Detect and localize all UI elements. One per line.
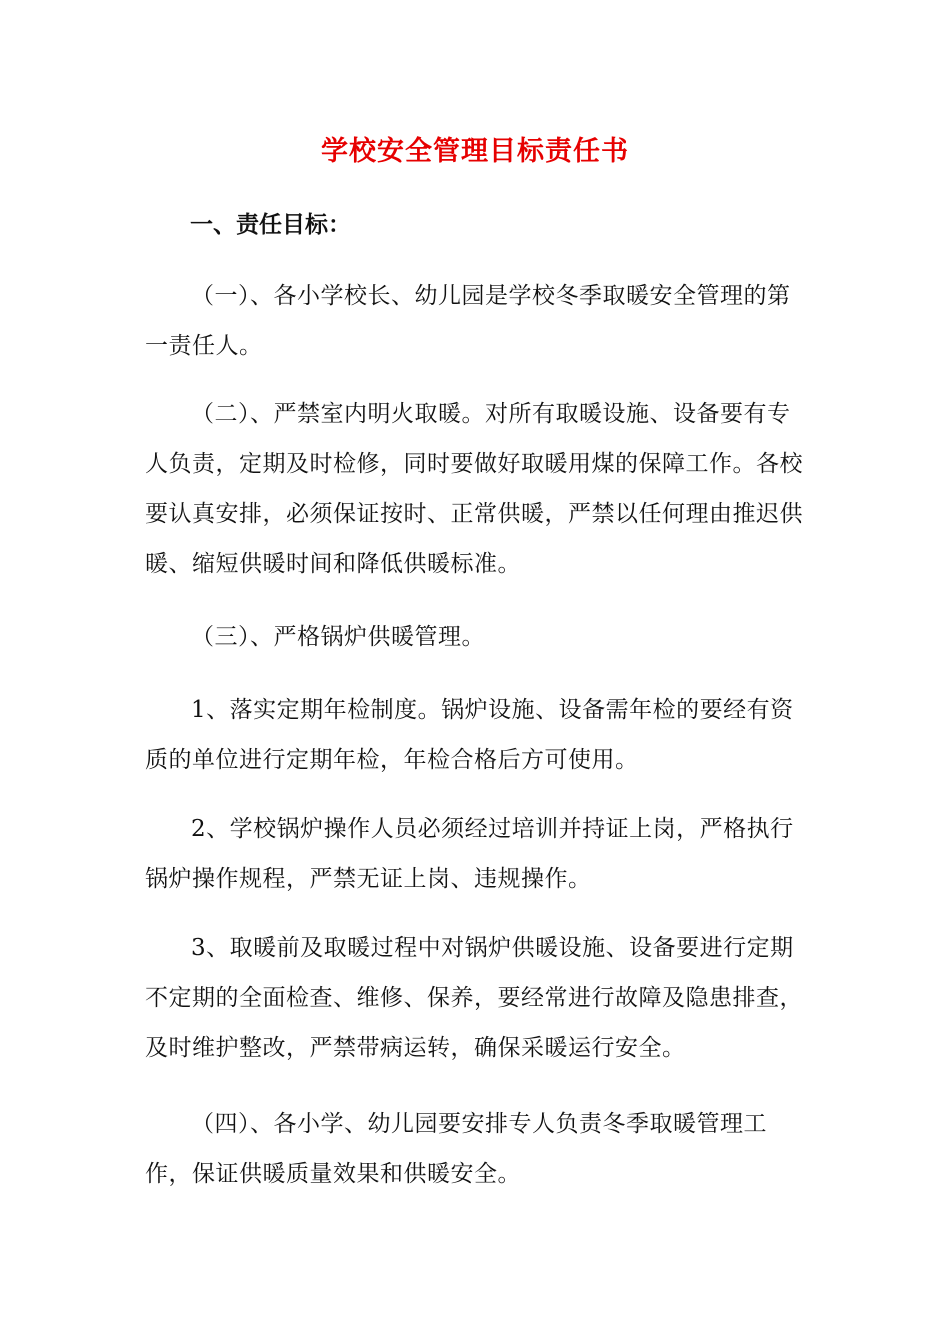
section-heading: 一、责任目标： <box>190 211 351 238</box>
paragraph-1: （一）、各小学校长、幼儿园是学校冬季取暖安全管理的第一责任人。 <box>145 283 791 359</box>
paragraph-5: 2、学校锅炉操作人员必须经过培训并持证上岗，严格执行锅炉操作规程，严禁无证上岗、违规操作。 <box>145 816 794 892</box>
paragraph-4: 1、落实定期年检制度。锅炉设施、设备需年检的要经有资质的单位进行定期年检，年检合格后方可使用。 <box>145 697 794 773</box>
paragraph-7: （四）、各小学、幼儿园要安排专人负责冬季取暖管理工作，保证供暖质量效果和供暖安全。 <box>145 1111 767 1187</box>
paragraph-6: 3、取暖前及取暖过程中对锅炉供暖设施、设备要进行定期不定期的全面检查、维修、保养，要经常进行故障及隐患排查，及时维护整改，严禁带病运转，确保采暖运行安全。 <box>145 935 803 1061</box>
paragraph-2: （二）、严禁室内明火取暖。对所有取暖设施、设备要有专人负责，定期及时检修，同时要做好取暖用煤的保障工作。各校要认真安排，必须保证按时、正常供暖，严禁以任何理由推迟供暖、缩短供暖时间和降低供暖标准。 <box>145 401 803 577</box>
paragraph-3: （三）、严格锅炉供暖管理。 <box>191 624 485 650</box>
document-title: 学校安全管理目标责任书 <box>321 136 629 167</box>
